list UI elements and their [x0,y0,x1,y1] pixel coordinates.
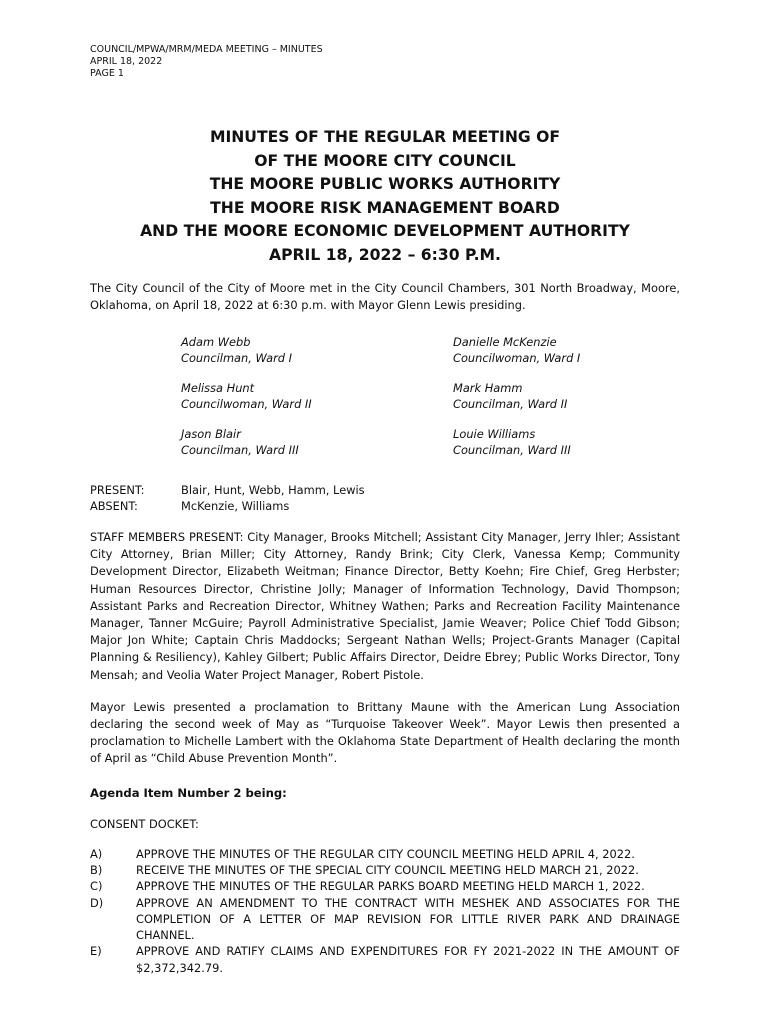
header-page-line: PAGE 1 [90,68,124,79]
title-line: THE MOORE RISK MANAGEMENT BOARD [210,198,560,217]
docket-item-text: APPROVE AN AMENDMENT TO THE CONTRACT WITH MESHEK AND ASSOCIATES FOR THE COMPLETION OF A LETTER OF MAP REVISION FOR LITTLE RIVER PARK AND DRAINAGE CHANNEL. [136,895,680,943]
docket-item-letter: D) [90,895,104,910]
docket-item-text: APPROVE THE MINUTES OF THE REGULAR CITY COUNCIL MEETING HELD APRIL 4, 2022. [136,846,635,861]
consent-docket-heading: CONSENT DOCKET: [90,816,199,831]
present-names: Blair, Hunt, Webb, Hamm, Lewis [181,483,365,497]
consent-docket-list [90,846,680,976]
page-header [90,44,680,80]
docket-item [90,895,680,944]
title-line: MINUTES OF THE REGULAR MEETING OF [209,128,561,146]
member-name: Danielle McKenzie [453,335,557,349]
docket-item-letter: C) [90,879,103,894]
member-entry [453,380,683,412]
agenda-item-heading: Agenda Item Number 2 being: [90,785,287,800]
docket-item-text: APPROVE AND RATIFY CLAIMS AND EXPENDITURES FOR FY 2021-2022 IN THE AMOUNT OF $2,372,342.79. [136,944,680,975]
docket-item [90,878,680,894]
member-name: Louie Williams [453,427,536,441]
docket-item-text: RECEIVE THE MINUTES OF THE SPECIAL CITY COUNCIL MEETING HELD MARCH 21, 2022. [136,862,639,877]
member-name: Adam Webb [181,335,251,349]
title-line: AND THE MOORE ECONOMIC DEVELOPMENT AUTHORITY [140,222,630,240]
absent-names: McKenzie, Williams [181,499,290,513]
member-entry [453,334,683,366]
attendance-block [90,482,680,514]
header-date-line: APRIL 18, 2022 [90,56,163,67]
docket-item-text: APPROVE THE MINUTES OF THE REGULAR PARKS BOARD MEETING HELD MARCH 1, 2022. [136,879,645,894]
member-name: Melissa Hunt [181,381,255,395]
member-entry [181,334,453,366]
document-title [90,126,680,267]
council-members [181,334,680,458]
title-line: THE MOORE PUBLIC WORKS AUTHORITY [209,175,561,193]
member-role: Councilman, Ward III [453,443,571,457]
member-entry [453,426,683,458]
member-role: Councilman, Ward I [181,351,293,365]
member-entry [181,426,453,458]
present-label: PRESENT: [90,483,145,497]
member-role: Councilman, Ward III [181,443,299,457]
member-role: Councilman, Ward II [453,397,568,411]
docket-item-letter: A) [90,846,103,861]
member-role: Councilwoman, Ward II [181,397,312,411]
docket-item-letter: E) [90,944,102,959]
intro-paragraph: The City Council of the City of Moore met in the City Council Chambers, 301 North Broadway, Moore, Oklahoma, on April 18, 2022 at 6:30 p.m. with Mayor Glenn Lewis presiding. [90,281,680,312]
title-line: OF THE MOORE CITY COUNCIL [254,151,516,170]
proclamation-paragraph: Mayor Lewis presented a proclamation to Brittany Maune with the American Lung Association declaring the second week of May as “Turquoise Takeover Week”. Mayor Lewis then presented a proclamation to Michelle Lambert with the Oklahoma State Department of Health declaring the month of April as “Child Abuse Prevention Month”. [90,699,680,766]
member-role: Councilwoman, Ward I [453,351,581,365]
header-meeting-line: COUNCIL/MPWA/MRM/MEDA MEETING – MINUTES [90,44,323,55]
member-entry [181,380,453,412]
docket-item [90,943,680,976]
docket-item-letter: B) [90,862,103,877]
member-name: Mark Hamm [453,381,523,395]
docket-item [90,862,680,878]
title-line: APRIL 18, 2022 – 6:30 P.M. [269,245,501,264]
absent-label: ABSENT: [90,499,138,513]
member-name: Jason Blair [181,427,241,441]
docket-item [90,846,680,862]
staff-paragraph: STAFF MEMBERS PRESENT: City Manager, Brooks Mitchell; Assistant City Manager, Jerry Ihler; Assistant City Attorney, Brian Miller; City Attorney, Randy Brink; City Clerk, Vanessa Kemp; Community Development Director, Elizabeth Weitman; Finance Director, Betty Koehn; Fire Chief, Greg Herbster; Human Resources Director, Christine Jolly; Manager of Information Technology, David Thompson; Assistant Parks and Recreation Director, Whitney Wathen; Parks and Recreation Facility Maintenance Manager, Tanner McGuire; Payroll Administrative Specialist, Jamie Weaver; Police Chief Todd Gibson; Major Jon White; Captain Chris Maddocks; Sergeant Nathan Wells; Project-Grants Manager (Capital Planning & Resiliency), Kahley Gilbert; Public Affairs Director, Deidre Ebrey; Public Works Director, Tony Mensah; and Veolia Water Project Manager, Robert Pistole. [90,530,680,682]
